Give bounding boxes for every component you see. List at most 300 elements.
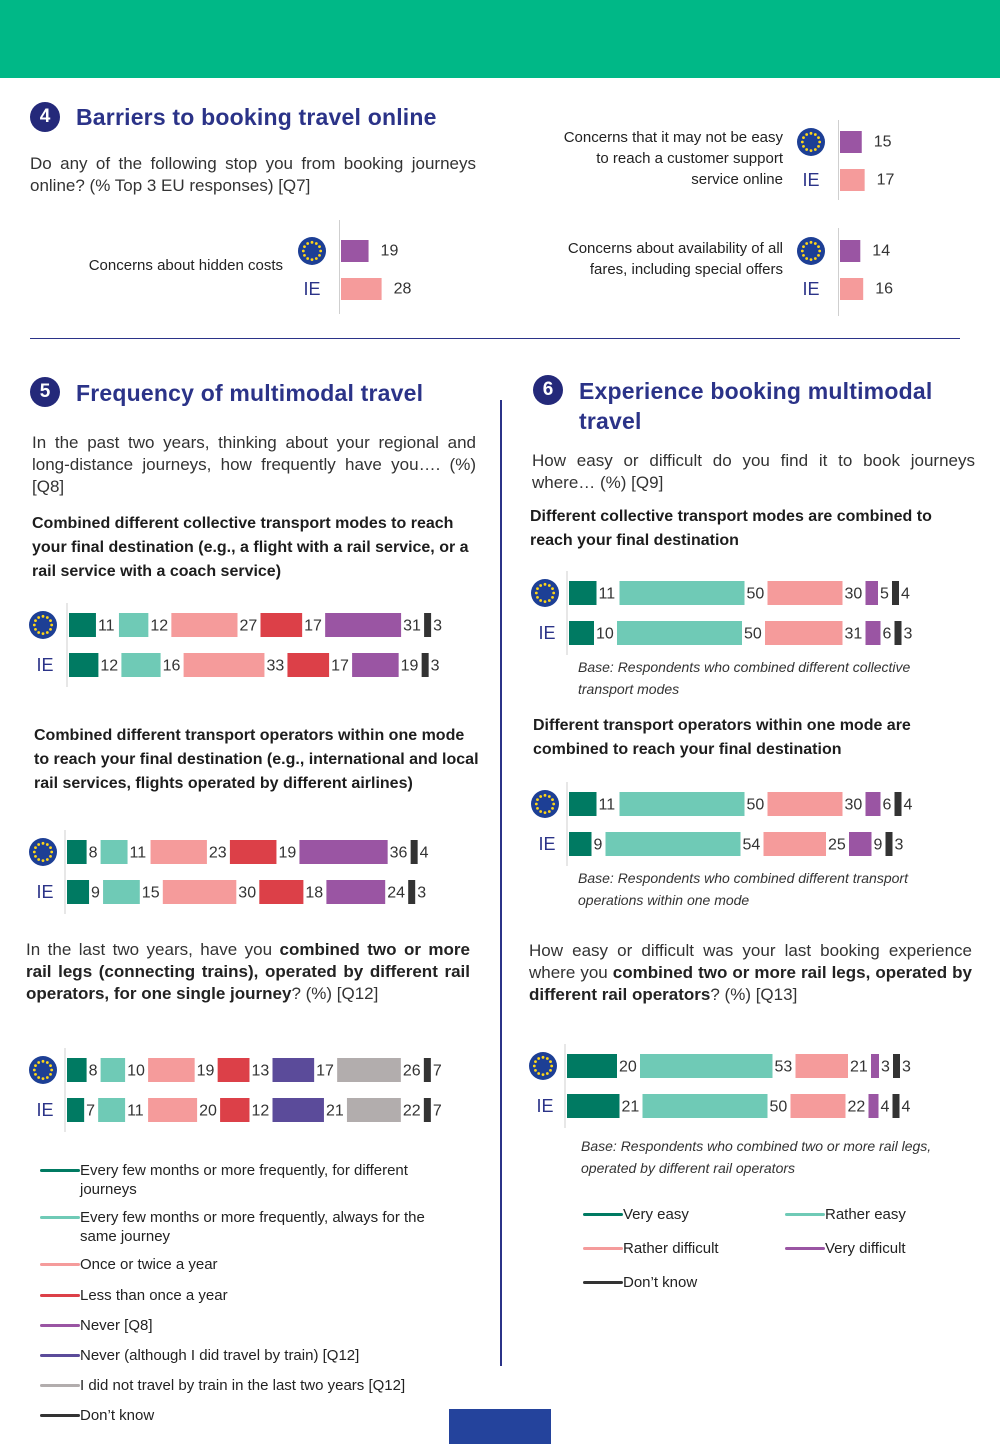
legend-right-item-3 [785,1239,906,1258]
chart-q8a-label-1-4: 19 [400,657,419,675]
eu-star [544,600,547,603]
eu-star [539,810,542,813]
q7-category-label-0: Concerns about hidden costs [88,257,283,274]
chart-q8b-seg-0-2 [151,840,207,864]
q7-value-ie-2: 16 [875,280,893,298]
q9b-subheading: Different transport operators within one mode are combined to reach your final destination [533,717,911,758]
chart-q12-label-0-2: 19 [196,1062,215,1080]
eu-star [535,803,538,806]
chart-q8a-ie-label: IE [36,655,54,675]
chart-q8a-label-1-1: 16 [162,657,181,675]
chart-q9a-label-1-0: 10 [596,625,614,643]
chart-q8a [25,598,495,688]
chart-q9a-seg-0-3 [866,581,879,605]
eu-star [539,584,542,587]
eu-star [814,257,817,260]
legend-label: Never (although I did travel by train) [Q12] [80,1347,360,1364]
q13-question: How easy or difficult was your last booking experience where you combined two or more rail legs, operated by different rail operators? (%) [Q13] [529,941,972,1004]
chart-q12-label-1-0: 7 [86,1102,96,1120]
eu-star [49,619,52,622]
chart-q9b-label-1-1: 54 [742,836,761,854]
legend-swatch [40,1169,80,1172]
chart-q13-seg-0-4 [893,1054,900,1078]
eu-star [814,133,817,136]
eu-star [318,254,321,257]
eu-star [552,803,555,806]
eu-star [49,1064,52,1067]
chart-q9a-label-1-2: 31 [844,625,863,643]
eu-star [49,855,52,858]
chart-q12-eu-flag [29,1056,57,1084]
eu-star [535,592,538,595]
legend-label: Rather difficult [623,1240,719,1257]
chart-q8b-seg-1-2 [163,880,237,904]
eu-star [549,1060,552,1063]
q7-ie-label-1: IE [802,170,820,190]
eu-star [34,619,37,622]
chart-q9b-label-0-4: 4 [903,796,913,814]
chart-q9a-label-1-4: 3 [903,625,913,643]
chart-q9b-seg-1-3 [849,832,872,856]
eu-star [810,132,813,135]
eu-star [42,632,45,635]
chart-q9a-seg-1-0 [569,621,594,645]
chart-q12-label-1-4: 21 [325,1102,344,1120]
chart-q13-seg-0-3 [871,1054,879,1078]
eu-star [536,798,539,801]
chart-q8b-ie-label: IE [36,882,54,902]
eu-star [318,245,321,248]
q7-bar-eu-1 [840,131,862,153]
eu-star [533,1065,536,1068]
eu-star [49,846,52,849]
eu-star [306,242,309,245]
eu-star [42,615,45,618]
eu-star [34,1064,37,1067]
eu-star [315,242,318,245]
chart-q8b-label-1-0: 9 [91,884,100,902]
eu-star [46,858,49,861]
q8a-subheading: Combined different collective transport modes to reach your final destination (e.g., a flight with a rail service, or a rail service with a coach service) [32,515,469,580]
q13-base-note: Base: Respondents who combined two or more rail legs, operated by different rail operators [581,1138,932,1176]
chart-q9a-seg-0-0 [569,581,597,605]
eu-star [42,1060,45,1063]
eu-star [42,1077,45,1080]
legend-label: Once or twice a year [80,1256,218,1273]
q7-value-eu-1: 15 [873,133,892,151]
chart-q8b-label-0-4: 36 [389,844,408,862]
eu-star [551,596,554,599]
eu-star [817,245,820,248]
chart-q9b-label-1-4: 3 [894,836,904,854]
eu-star [810,258,813,261]
eu-star [548,584,551,587]
chart-q8b-label-1-1: 15 [141,884,160,902]
eu-star [34,846,37,849]
chart-q13-seg-1-4 [893,1094,900,1118]
chart-q13-seg-0-2 [796,1054,849,1078]
chart-q8a-label-0-2: 27 [239,617,258,635]
chart-q8a-seg-0-5 [424,613,431,637]
chart-q9a-eu-flag [531,579,559,607]
eu-star [46,1061,49,1064]
eu-star [33,624,36,627]
chart-q8b [25,825,495,915]
legend-label: Every few months or more frequently, for different journeys [80,1162,408,1198]
chart-q9a-label-1-1: 50 [744,625,762,643]
chart-q12-label-1-1: 11 [127,1102,144,1120]
chart-q12-seg-0-3 [218,1058,250,1082]
legend-right-item-0 [583,1205,689,1224]
eu-star [37,843,40,846]
q7-value-ie-0: 28 [393,280,412,298]
chart-q8b-seg-0-0 [67,840,87,864]
chart-q8b-seg-0-4 [299,840,387,864]
eu-star [536,807,539,810]
eu-star [539,795,542,798]
chart-q13-label-1-1: 50 [769,1098,788,1116]
eu-star [542,1056,545,1059]
legend-label: Very easy [623,1206,689,1223]
chart-q9b-label-0-0: 11 [598,796,616,814]
chart-q12-label-0-6: 7 [432,1062,442,1080]
chart-q9b-label-1-2: 25 [828,836,846,854]
legend-swatch [785,1247,825,1250]
chart-q9a [525,568,995,658]
legend-right-item-1 [785,1205,906,1224]
chart-q13-label-1-3: 4 [880,1098,890,1116]
legend-left-item-0 [40,1161,460,1199]
eu-star [50,624,53,627]
q7-bar-eu-0 [341,240,369,262]
chart-q12-label-0-0: 8 [88,1062,98,1080]
chart-q12-seg-0-2 [148,1058,195,1082]
chart-q8a-label-0-0: 11 [97,617,115,635]
section-6-badge: 6 [533,375,563,405]
eu-star [551,798,554,801]
eu-star [802,245,805,248]
chart-q8a-label-0-1: 12 [150,617,169,635]
legend-label: Don’t know [623,1274,698,1291]
q7-category-label-1: Concerns that it may not be easy to reach a customer support service online [563,129,783,188]
legend-label: Don’t know [80,1407,155,1424]
eu-star [315,257,318,260]
legend-swatch [40,1384,80,1387]
chart-q13-seg-0-1 [640,1054,773,1078]
section-5-question: In the past two years, thinking about your regional and long-distance journeys, how frequently have you…. (%) [Q8] [32,433,476,496]
chart-q13-seg-1-0 [567,1094,620,1118]
chart-q13-label-0-2: 21 [850,1058,868,1076]
chart-q9a-seg-0-4 [892,581,899,605]
chart-q9a-label-0-4: 4 [901,585,910,603]
chart-q8a-seg-0-1 [119,613,148,637]
eu-star [303,254,306,257]
eu-star [37,1061,40,1064]
eu-star [37,1076,40,1079]
legend-left-item-7 [40,1406,460,1425]
eu-star [801,141,804,144]
chart-q13-label-1-4: 4 [901,1098,911,1116]
eu-star [818,141,821,144]
chart-q13-label-0-0: 20 [619,1058,637,1076]
chart-q13-ie-label: IE [536,1096,554,1116]
eu-star [46,616,49,619]
eu-star [46,631,49,634]
chart-q12 [25,1045,495,1135]
eu-star [801,250,804,253]
chart-q8b-seg-1-1 [103,880,140,904]
legend-right [583,1205,963,1305]
eu-star [33,851,36,854]
chart-q8a-label-0-4: 31 [403,617,421,635]
chart-q9b-seg-1-0 [569,832,592,856]
chart-q8b-seg-1-4 [326,880,385,904]
legend-label: Very difficult [825,1240,906,1257]
eu-star [537,1072,540,1075]
chart-q8b-label-1-2: 30 [238,884,257,902]
eu-star [550,1065,553,1068]
chart-q12-seg-1-4 [273,1098,324,1122]
chart-q8b-seg-0-3 [230,840,277,864]
eu-star [549,1069,552,1072]
chart-q13 [525,1040,995,1130]
chart-q8a-eu-flag [29,611,57,639]
q12-question: In the last two years, have you combined two or more rail legs (connecting trains), operated by different rail operators, for one single journey? (%) [Q12] [26,940,470,1003]
chart-q12-label-0-1: 10 [127,1062,145,1080]
eu-star [805,242,808,245]
chart-q13-seg-1-2 [791,1094,846,1118]
chart-q8b-label-1-3: 18 [305,884,324,902]
eu-star [42,842,45,845]
chart-q9a-seg-1-1 [617,621,742,645]
section-6-question: How easy or difficult do you find it to book journeys where… (%) [Q9] [532,451,975,492]
chart-q9a-seg-0-2 [768,581,843,605]
q9a-subheading: Different collective transport modes are combined to reach your final destination [530,508,932,549]
chart-q8b-seg-1-0 [67,880,89,904]
eu-star [548,795,551,798]
chart-q8a-seg-1-1 [121,653,160,677]
eu-star [536,596,539,599]
chart-q13-label-0-1: 53 [774,1058,793,1076]
legend-left [40,1161,460,1425]
chart-q9b-eu-flag [531,790,559,818]
chart-q9b [525,778,995,868]
chart-q12-ie-label: IE [36,1100,54,1120]
section-5-badge: 5 [30,377,60,407]
chart-q9a-label-0-2: 30 [844,585,863,603]
legend-right-item-2 [583,1239,719,1258]
chart-q8a-label-0-3: 17 [304,617,322,635]
eu-star [539,599,542,602]
eu-star [49,1073,52,1076]
q7-ie-label-2: IE [802,279,820,299]
chart-q13-label-0-4: 3 [902,1058,911,1076]
q9a-base-note: Base: Respondents who combined different collective transport modes [578,659,911,697]
chart-q12-seg-1-0 [67,1098,84,1122]
eu-star [546,1072,549,1075]
legend-left-item-1 [40,1208,460,1246]
eu-star [548,810,551,813]
chart-q12-seg-0-5 [337,1058,401,1082]
q9b-base-note: Base: Respondents who combined different transport operations within one mode [578,870,908,908]
legend-left-item-2 [40,1255,460,1274]
legend-swatch [40,1414,80,1417]
q7-value-eu-0: 19 [380,242,399,260]
eu-star [319,250,322,253]
footer-block [449,1409,551,1444]
section-divider [30,338,960,339]
section-5-title: Frequency of multimodal travel [76,380,424,406]
eu-star [49,628,52,631]
chart-q8a-seg-1-4 [352,653,399,677]
eu-star [311,241,314,244]
eu-star [817,145,820,148]
eu-star [810,241,813,244]
legend-swatch [40,1263,80,1266]
chart-q12-label-0-5: 26 [402,1062,421,1080]
legend-left-item-4 [40,1316,460,1335]
chart-q9b-label-0-1: 50 [746,796,765,814]
chart-q13-seg-1-3 [869,1094,879,1118]
legend-label: Less than once a year [80,1287,228,1304]
eu-star [542,1073,545,1076]
legend-swatch [583,1247,623,1250]
eu-star [805,148,808,151]
chart-q8a-seg-0-2 [171,613,237,637]
eu-star [548,599,551,602]
chart-q13-eu-flag [529,1052,557,1080]
chart-q13-seg-1-1 [643,1094,768,1118]
chart-q8b-label-0-5: 4 [419,844,429,862]
chart-q9a-seg-0-1 [620,581,745,605]
chart-q8a-seg-0-4 [325,613,401,637]
eu-star [302,250,305,253]
legend-left-item-5 [40,1346,460,1365]
chart-q8a-label-0-5: 3 [433,617,443,635]
chart-q9a-seg-1-3 [866,621,881,645]
eu-star [303,245,306,248]
eu-star [814,242,817,245]
chart-q12-label-1-2: 20 [199,1102,217,1120]
eu-star [34,855,37,858]
chart-q8b-eu-flag [29,838,57,866]
eu-star [536,587,539,590]
chart-q12-label-1-3: 12 [251,1102,270,1120]
chart-q12-seg-1-1 [98,1098,125,1122]
q7-eu-flag-0 [298,237,326,265]
chart-q12-label-0-3: 13 [251,1062,270,1080]
chart-q7 [0,0,1000,340]
chart-q9b-label-1-3: 9 [873,836,883,854]
q7-eu-flag-1 [797,128,825,156]
eu-star [50,851,53,854]
eu-star [37,616,40,619]
q7-eu-flag-2 [797,237,825,265]
q7-ie-label-0: IE [303,279,321,299]
eu-star [537,1057,540,1060]
chart-q8b-label-0-2: 23 [208,844,227,862]
chart-q12-label-1-6: 7 [432,1102,442,1120]
legend-label: Rather easy [825,1206,906,1223]
chart-q9b-seg-0-3 [866,792,881,816]
q7-bar-eu-2 [840,240,860,262]
chart-q12-seg-0-4 [273,1058,315,1082]
legend-left-item-6 [40,1376,460,1395]
chart-q8a-label-1-5: 3 [430,657,440,675]
eu-star [33,1069,36,1072]
chart-q8a-seg-0-0 [69,613,96,637]
chart-q9b-seg-1-4 [886,832,893,856]
section-4-badge: 4 [30,102,60,132]
chart-q9a-label-0-0: 11 [598,585,616,603]
legend-right-item-4 [583,1273,697,1292]
chart-q9b-label-1-0: 9 [593,836,603,854]
eu-star [552,592,555,595]
q7-bar-ie-1 [840,169,865,191]
chart-q8a-label-1-3: 17 [331,657,349,675]
eu-star [37,631,40,634]
chart-q8b-label-0-3: 19 [278,844,297,862]
eu-star [534,1060,537,1063]
chart-q9b-seg-1-1 [606,832,741,856]
eu-star [546,1057,549,1060]
chart-q8b-seg-0-1 [101,840,128,864]
legend-label: I did not travel by train in the last two years [Q12] [80,1377,406,1394]
eu-star [817,136,820,139]
legend-swatch [583,1281,623,1284]
chart-q12-label-1-5: 22 [402,1102,421,1120]
chart-q8a-seg-1-5 [422,653,429,677]
chart-q13-label-1-2: 22 [847,1098,866,1116]
eu-star [802,136,805,139]
eu-star [551,807,554,810]
eu-star [544,794,547,797]
q7-bar-ie-0 [341,278,382,300]
chart-q9a-ie-label: IE [538,623,556,643]
section-4-title: Barriers to booking travel online [76,104,437,130]
eu-star [810,149,813,152]
chart-q8b-seg-1-5 [408,880,415,904]
eu-star [551,587,554,590]
chart-q8b-label-1-4: 24 [387,884,405,902]
legend-swatch [40,1216,80,1219]
chart-q9a-seg-1-4 [895,621,902,645]
chart-q8a-seg-0-3 [261,613,303,637]
q7-category-label-2: Concerns about availability of all fares, including special offers [567,240,783,278]
chart-q12-seg-1-3 [220,1098,249,1122]
eu-star [814,148,817,151]
q7-value-eu-2: 14 [872,242,891,260]
chart-q9b-seg-1-2 [764,832,827,856]
chart-q9b-seg-0-0 [569,792,597,816]
eu-star [817,254,820,257]
chart-q8b-label-1-5: 3 [417,884,427,902]
q7-bar-ie-2 [840,278,863,300]
chart-q12-seg-0-0 [67,1058,87,1082]
chart-q8b-seg-0-5 [411,840,418,864]
chart-q8a-seg-1-0 [69,653,98,677]
chart-q8a-label-1-0: 12 [100,657,119,675]
eu-star [42,859,45,862]
legend-swatch [785,1213,825,1216]
chart-q8a-seg-1-3 [287,653,329,677]
chart-q9b-seg-0-4 [895,792,902,816]
chart-q12-label-0-4: 17 [316,1062,334,1080]
eu-star [306,257,309,260]
chart-q12-seg-0-6 [424,1058,431,1082]
eu-star [311,258,314,261]
chart-q12-seg-1-2 [148,1098,197,1122]
